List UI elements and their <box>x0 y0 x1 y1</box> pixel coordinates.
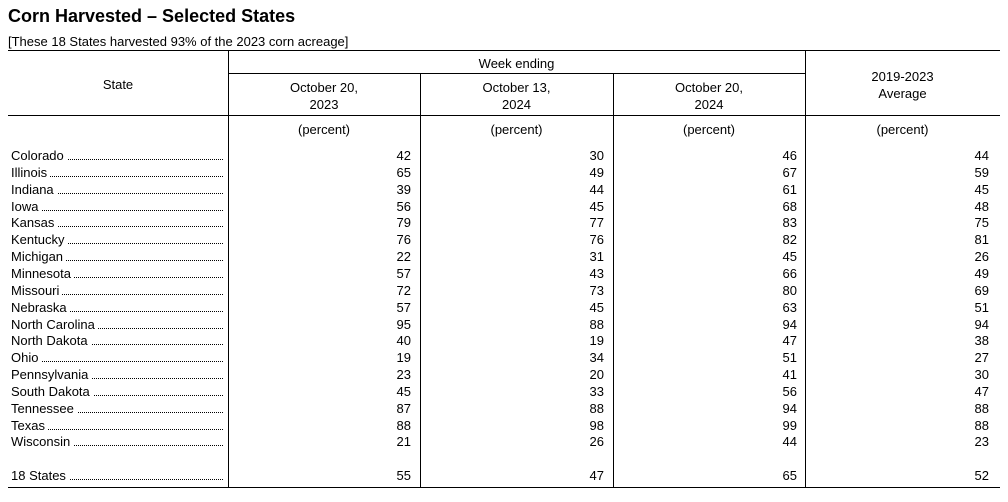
value-cell-1: 76 <box>396 232 411 248</box>
value-cell-2: 19 <box>589 333 604 349</box>
state-name: Illinois <box>11 165 50 180</box>
value-cell-2: 77 <box>589 215 604 231</box>
unit-col1: (percent) <box>297 122 351 137</box>
value-cell-4: 45 <box>974 181 989 197</box>
state-cell <box>11 400 223 417</box>
header-col3 <box>613 79 805 113</box>
value-cell-1: 45 <box>396 383 411 399</box>
state-cell <box>11 164 223 181</box>
table-subtitle: [These 18 States harvested 93% of the 2023 corn acreage] <box>8 34 349 49</box>
header-week-ending: Week ending <box>478 56 555 71</box>
state-cell <box>11 383 223 400</box>
table-row <box>0 383 1008 400</box>
header-state: State <box>102 77 134 92</box>
value-cell-1: 21 <box>396 434 411 450</box>
state-cell <box>11 214 223 231</box>
bottom-rule <box>8 487 1000 488</box>
value-cell-3: 66 <box>782 265 797 281</box>
header-col2-line1: October 13, <box>482 80 551 95</box>
value-cell-2: 30 <box>589 148 604 163</box>
value-cell-1: 23 <box>396 367 411 383</box>
table-row <box>0 366 1008 383</box>
value-cell-2: 45 <box>589 299 604 315</box>
table-row <box>0 198 1008 215</box>
value-cell-2: 31 <box>589 249 604 265</box>
value-cell-2: 43 <box>589 265 604 281</box>
header-col2-line2: 2024 <box>502 97 531 112</box>
state-name: Kentucky <box>11 232 67 247</box>
top-rule <box>8 50 1000 51</box>
value-cell-1: 87 <box>396 400 411 416</box>
state-name: Indiana <box>11 182 57 197</box>
header-col4-line2: Average <box>878 86 927 101</box>
value-cell-4: 27 <box>974 350 989 366</box>
state-name: North Dakota <box>11 333 91 348</box>
state-name: Kansas <box>11 215 57 230</box>
state-cell <box>11 316 223 333</box>
state-cell <box>11 366 223 383</box>
table-row <box>0 299 1008 316</box>
value-cell-2: 98 <box>589 417 604 433</box>
value-cell-1: 79 <box>396 215 411 231</box>
state-name: Colorado <box>11 148 67 163</box>
state-cell <box>11 332 223 349</box>
state-name: Tennessee <box>11 401 77 416</box>
table-row <box>0 164 1008 181</box>
value-cell-1: 57 <box>396 299 411 315</box>
table-row <box>0 332 1008 349</box>
value-cell-3: 41 <box>782 367 797 383</box>
value-cell-3: 68 <box>782 198 797 214</box>
table-row <box>0 282 1008 299</box>
value-cell-2: 26 <box>589 434 604 450</box>
table-row <box>0 147 1008 164</box>
value-cell-2: 20 <box>589 367 604 383</box>
value-cell-1: 57 <box>396 265 411 281</box>
state-cell <box>11 467 223 484</box>
state-cell <box>11 299 223 316</box>
value-cell-1: 65 <box>396 164 411 180</box>
value-cell-3: 46 <box>782 148 797 163</box>
value-cell-3: 94 <box>782 316 797 332</box>
unit-col3: (percent) <box>682 122 736 137</box>
value-cell-3: 47 <box>782 333 797 349</box>
state-cell <box>11 417 223 434</box>
header-col3-line2: 2024 <box>694 97 724 112</box>
value-cell-4: 59 <box>974 164 989 180</box>
state-cell <box>11 282 223 299</box>
value-cell-2: 49 <box>589 164 604 180</box>
leader-dots <box>11 361 223 362</box>
value-cell-1: 22 <box>396 249 411 265</box>
value-cell-3: 51 <box>782 350 797 366</box>
value-cell-2: 47 <box>589 468 604 483</box>
state-name: Missouri <box>11 283 62 298</box>
value-cell-3: 65 <box>782 468 797 483</box>
state-cell <box>11 181 223 198</box>
table-row <box>0 265 1008 282</box>
value-cell-4: 38 <box>974 333 989 349</box>
value-cell-4: 49 <box>974 265 989 281</box>
state-name: Pennsylvania <box>11 367 91 382</box>
header-col1-line1: October 20, <box>290 80 358 95</box>
total-row <box>0 467 1008 484</box>
header-col1 <box>228 79 420 113</box>
value-cell-4: 44 <box>974 148 989 163</box>
value-cell-4: 88 <box>974 400 989 416</box>
state-name: Wisconsin <box>11 434 73 449</box>
table-row <box>0 181 1008 198</box>
value-cell-1: 19 <box>396 350 411 366</box>
value-cell-1: 95 <box>396 316 411 332</box>
value-cell-3: 94 <box>782 400 797 416</box>
value-cell-2: 34 <box>589 350 604 366</box>
header-col3-line1: October 20, <box>675 80 743 95</box>
value-cell-4: 30 <box>974 367 989 383</box>
header-col4-line1: 2019-2023 <box>871 69 934 84</box>
state-cell <box>11 248 223 265</box>
header-col1-line2: 2023 <box>309 97 339 112</box>
header-col4 <box>805 68 1000 102</box>
value-cell-3: 45 <box>782 249 797 265</box>
value-cell-4: 51 <box>974 299 989 315</box>
value-cell-3: 80 <box>782 282 797 298</box>
value-cell-3: 44 <box>782 434 797 450</box>
value-cell-3: 67 <box>782 164 797 180</box>
state-cell <box>11 349 223 366</box>
leader-dots <box>11 210 223 211</box>
value-cell-1: 88 <box>396 417 411 433</box>
value-cell-3: 63 <box>782 299 797 315</box>
value-cell-1: 55 <box>396 468 411 483</box>
header-bottom-rule <box>8 115 1000 116</box>
value-cell-1: 56 <box>396 198 411 214</box>
value-cell-3: 82 <box>782 232 797 248</box>
value-cell-4: 81 <box>974 232 989 248</box>
value-cell-1: 39 <box>396 181 411 197</box>
value-cell-2: 88 <box>589 400 604 416</box>
value-cell-1: 72 <box>396 282 411 298</box>
state-name: Texas <box>11 418 48 433</box>
table-row <box>0 433 1008 450</box>
value-cell-4: 52 <box>974 468 989 483</box>
value-cell-2: 33 <box>589 383 604 399</box>
state-name: 18 States <box>11 468 69 483</box>
state-name: South Dakota <box>11 384 93 399</box>
value-cell-4: 26 <box>974 249 989 265</box>
table-row <box>0 349 1008 366</box>
table-title: Corn Harvested – Selected States <box>8 6 296 26</box>
state-cell <box>11 433 223 450</box>
value-cell-4: 75 <box>974 215 989 231</box>
value-cell-2: 44 <box>589 181 604 197</box>
state-name: Nebraska <box>11 300 70 315</box>
value-cell-2: 73 <box>589 282 604 298</box>
state-cell <box>11 147 223 164</box>
value-cell-4: 23 <box>974 434 989 450</box>
value-cell-3: 83 <box>782 215 797 231</box>
state-name: Ohio <box>11 350 41 365</box>
value-cell-4: 94 <box>974 316 989 332</box>
state-cell <box>11 265 223 282</box>
value-cell-4: 88 <box>974 417 989 433</box>
table-row <box>0 214 1008 231</box>
value-cell-4: 48 <box>974 198 989 214</box>
value-cell-2: 76 <box>589 232 604 248</box>
table-row <box>0 248 1008 265</box>
table-row <box>0 316 1008 333</box>
value-cell-3: 99 <box>782 417 797 433</box>
state-name: Iowa <box>11 199 41 214</box>
state-cell <box>11 198 223 215</box>
value-cell-4: 47 <box>974 383 989 399</box>
unit-col4: (percent) <box>876 122 929 137</box>
unit-col2: (percent) <box>490 122 543 137</box>
value-cell-2: 88 <box>589 316 604 332</box>
state-name: Michigan <box>11 249 66 264</box>
header-col2 <box>420 79 613 113</box>
value-cell-1: 40 <box>396 333 411 349</box>
table-row <box>0 400 1008 417</box>
value-cell-4: 69 <box>974 282 989 298</box>
table-row <box>0 417 1008 434</box>
state-name: Minnesota <box>11 266 74 281</box>
value-cell-3: 56 <box>782 383 797 399</box>
value-cell-3: 61 <box>782 181 797 197</box>
state-name: North Carolina <box>11 317 98 332</box>
state-cell <box>11 231 223 248</box>
value-cell-2: 45 <box>589 198 604 214</box>
value-cell-1: 42 <box>396 148 411 163</box>
table-row <box>0 231 1008 248</box>
week-ending-rule <box>228 73 805 74</box>
